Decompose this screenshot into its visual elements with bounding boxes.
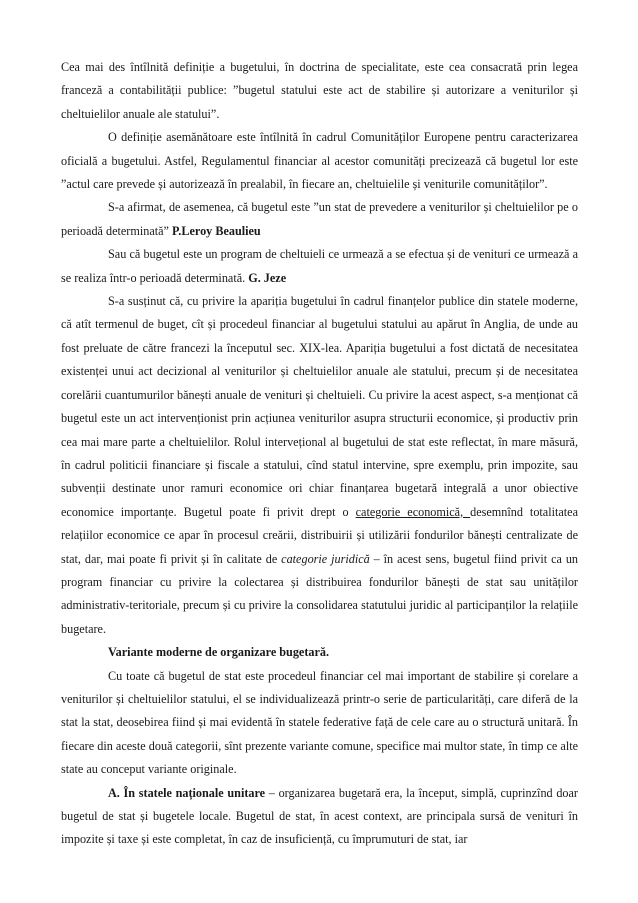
author-citation: P.Leroy Beaulieu — [171, 223, 261, 238]
paragraph-budget-particularities — [61, 665, 578, 782]
paragraph-jeze-definition — [61, 243, 578, 290]
paragraph-text: desemnînd totalitatea relațiilor economice ce apar în procesul creării, distribuirii și utilizării fondurilor bănești centralizate de stat, dar, mai poate fi privit și în calitate de — [61, 504, 578, 566]
paragraph-text: Cea mai des întîlnită definiție a bugetului, în doctrina de specialitate, este cea consacrată prin legea franceză a contabilității publice: ”bugetul statului este act de stabilire și autorizare a veniturilor și cheltuielilor anuale ale statului”. — [61, 60, 578, 121]
paragraph-text: Sau că bugetul este un program de cheltuieli ce urmează a se efectua și de venituri ce urmează a se realiza într-o perioadă determinată. — [61, 247, 578, 285]
section-heading — [61, 641, 578, 664]
italic-term: categorie juridică — [281, 551, 370, 566]
paragraph-text: – organizarea bugetară era, la început, simplă, cuprinzînd doar bugetul de stat și bugetele locale. Bugetul de stat, în acest context, are principala sursă de venituri în impozite și taxe și este completat, în caz de insuficiență, cu împrumuturi de stat, iar — [61, 785, 578, 847]
paragraph-european-communities-definition — [61, 126, 578, 196]
paragraph-unitary-states — [61, 782, 578, 852]
paragraph-text: S-a afirmat, de asemenea, că bugetul este ”un stat de prevedere a veniturilor și cheltuielilor pe o perioadă determinată” — [61, 200, 578, 238]
underlined-term: categorie economică, — [355, 504, 471, 519]
paragraph-text: O definiție asemănătoare este întîlnită în cadrul Comunităților Europene pentru caracterizarea oficială a bugetului. Astfel, Regulamentul financiar al acestor comunități precizează că bugetul lor este ”actul care prevede și autorizează în prealabil, în fiecare an, cheltuielile și veniturile comunităților”. — [61, 130, 578, 192]
heading-text: Variante moderne de organizare bugetară. — [108, 645, 330, 660]
paragraph-leroy-beaulieu-definition — [61, 196, 578, 243]
paragraph-text: S-a susținut că, cu privire la apariția bugetului în cadrul finanțelor publice din statele moderne, că atît termenul de buget, cît și procedeul financiar al bugetului statului au apărut în Anglia, de unde au fost preluate de către francezi la începutul sec. XIX-lea. Apariția bugetului a fost dictată de necesitatea existenței unui act decizional al veniturilor și cheltuielilor anuale ale statului, precum și de necesitatea corelării cuantumurilor bănești anuale de venituri și cheltuieli. Cu privire la acest aspect, s-a menționat că bugetul este un act intervenționist prin acțiunea veniturilor asupra structurii economice, și productiv prin cea mai mare parte a cheltuielilor. Rolul intervețional al bugetului de stat este reflectat, în mare măsură, în cadrul politicii financiare și fiscale a statului, cînd statul intervine, spre exemplu, prin impozite, sau subvenții destinate unor ramuri economice ori chiar finanțarea bugetară integrală a unor obiective economice importanțe. Bugetul poate fi privit drept o — [61, 294, 578, 519]
author-citation: G. Jeze — [248, 270, 287, 285]
paragraph-budget-definition-french-law — [61, 56, 578, 126]
paragraph-text: – în acest sens, bugetul fiind privit ca un program financiar cu privire la colectarea și distribuirea fondurilor bănești de stat sau unităților administrativ-teritoriale, precum și cu privire la consolidarea statutului juridic al participanților la relațiile bugetare. — [61, 551, 579, 636]
paragraph-budget-origin — [61, 290, 578, 641]
subsection-label: A. În statele naționale unitare — [108, 785, 266, 800]
paragraph-text: Cu toate că bugetul de stat este procedeul financiar cel mai important de stabilire și corelare a veniturilor și cheltuielilor statului, el se individualizează printr-o serie de particularități, care diferă de la stat la stat, deosebirea fiind și mai evidentă în statele federative față de cele care au o structură unitară. În fiecare din aceste două categorii, sînt prezente variante comune, specifice mai multor state, în timp ce alte state au conceput variante originale. — [61, 668, 578, 777]
document-page — [61, 56, 578, 852]
